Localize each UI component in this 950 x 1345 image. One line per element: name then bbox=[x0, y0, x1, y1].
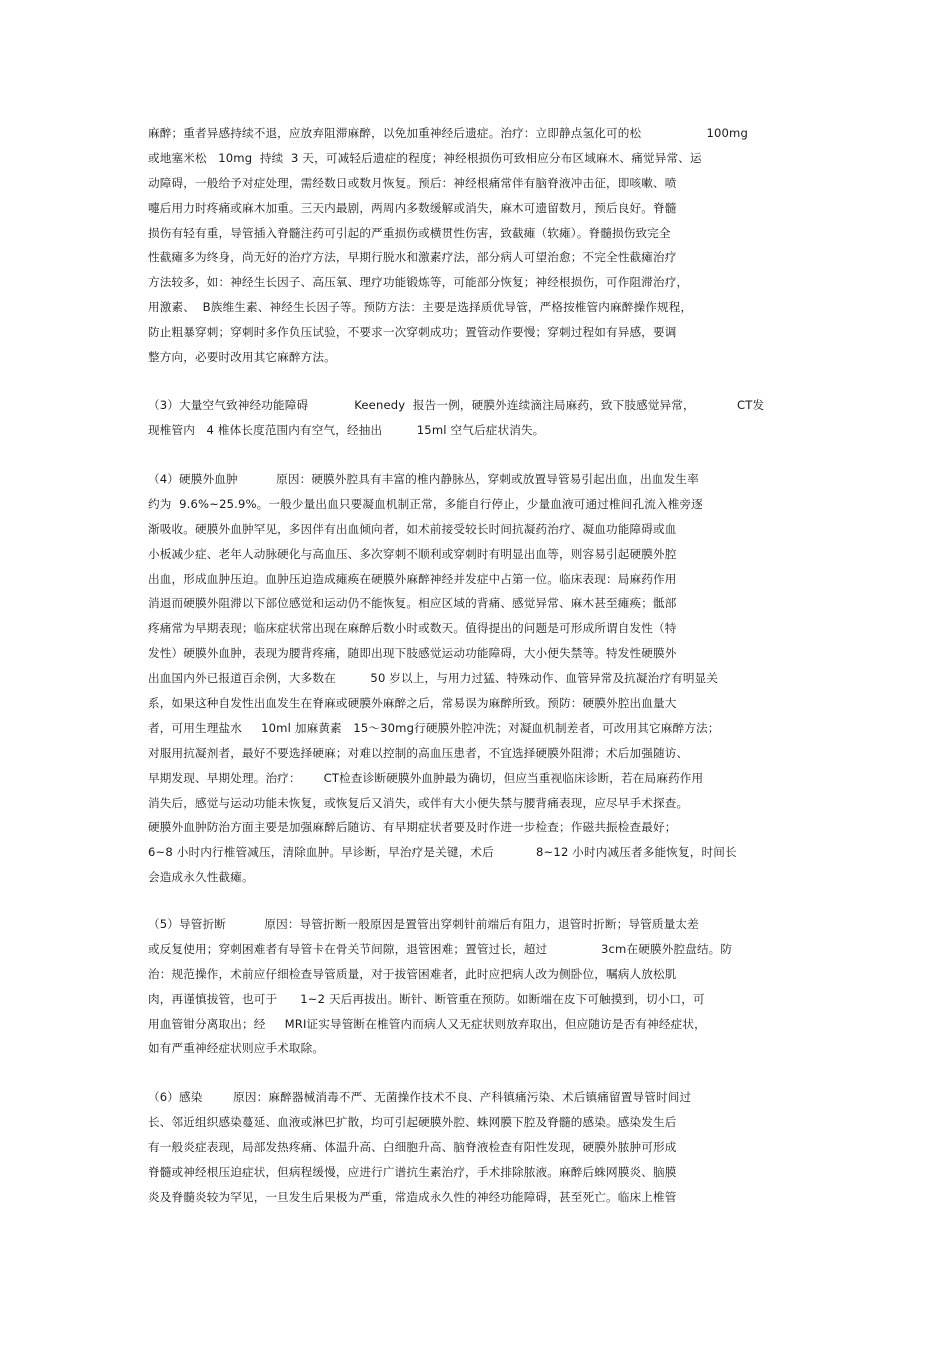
text-line: 治：规范操作，术前应仔细检查导管质量，对于拔管困难者，此时应把病人改为侧卧位，嘱病人放松肌 bbox=[148, 966, 677, 981]
text-line: 或地塞米松 10mg 持续 3 天，可减轻后遗症的程度；神经根损伤可致相应分布区域麻木、痛觉异常、运 bbox=[148, 150, 702, 165]
text-line: 有一般炎症表现，局部发热疼痛、体温升高、白细胞升高、脑脊液检查有阳性发现，硬膜外脓肿可形成 bbox=[148, 1139, 677, 1154]
text-line: 如有严重神经症状则应手术取除。 bbox=[148, 1041, 325, 1056]
text-line: 动障碍，一般给予对症处理，需经数日或数月恢复。预后：神经根痛常伴有脑脊液冲击征，即咳嗽、喷 bbox=[148, 175, 677, 190]
text-line: 会造成永久性截瘫。 bbox=[148, 870, 254, 885]
text-line: 肉，再谨慎拔管，也可于 1~2 天后再拔出。断针、断管重在预防。如断端在皮下可触摸到，切小口，可 bbox=[148, 991, 705, 1006]
paragraph-epidural-hematoma bbox=[148, 467, 828, 890]
paragraph-infection bbox=[148, 1085, 828, 1209]
text-line: 嚏后用力时疼痛或麻木加重。三天内最剧，两周内多数缓解或消失，麻木可遗留数月，预后良好。脊髓 bbox=[148, 200, 677, 215]
text-line: （4）硬膜外血肿 原因：硬膜外腔具有丰富的椎内静脉丛，穿刺或放置导管易引起出血，出血发生率 bbox=[148, 472, 699, 486]
text-line: 用激素、 B族维生素、神经生长因子等。预防方法：主要是选择质优导管，严格按椎管内麻醉操作规程， bbox=[148, 300, 693, 315]
text-line: 对服用抗凝剂者，最好不要选择硬麻；对难以控制的高血压患者，不宜选择硬膜外阻滞；术后加强随访、 bbox=[148, 745, 689, 760]
text-line: 硬膜外血肿防治方面主要是加强麻醉后随访、有早期症状者要及时作进一步检查；作磁共振检查最好； bbox=[148, 820, 677, 835]
text-line: 麻醉；重者异感持续不退，应放弃阻滞麻醉，以免加重神经后遗症。治疗：立即静点氢化可的松 100mg bbox=[148, 126, 748, 140]
text-line: 现椎管内 4 椎体长度范围内有空气，经抽出 15ml 空气后症状消失。 bbox=[148, 422, 545, 437]
text-line: 发性）硬膜外血肿，表现为腰背疼痛，随即出现下肢感觉运动功能障碍，大小便失禁等。特发性硬膜外 bbox=[148, 646, 677, 661]
text-line: 早期发现、早期处理。治疗： CT检查诊断硬膜外血肿最为确切，但应当重视临床诊断，若在局麻药作用 bbox=[148, 770, 704, 785]
text-line: 系，如果这种自发性出血发生在脊麻或硬膜外麻醉之后，常易误为麻醉所致。预防：硬膜外腔出血量大 bbox=[148, 696, 677, 711]
text-line: 脊髓或神经根压迫症状，但病程缓慢，应进行广谱抗生素治疗，手术排除脓液。麻醉后蛛网膜炎、脑膜 bbox=[148, 1164, 677, 1179]
text-line: 渐吸收。硬膜外血肿罕见，多因伴有出血倾向者，如术前接受较长时间抗凝药治疗、凝血功能障碍或血 bbox=[148, 521, 677, 536]
text-line: 性截瘫多为终身，尚无好的治疗方法，早期行脱水和激素疗法，部分病人可望治愈；不完全性截瘫治疗 bbox=[148, 250, 677, 265]
text-line: 损伤有轻有重，导管插入脊髓注药可引起的严重损伤或横贯性伤害，致截瘫（软瘫）。脊髓损伤致完全 bbox=[148, 225, 671, 240]
text-line: 或反复使用；穿刺困难者有导管卡在骨关节间隙，退管困难；置管过长，超过 3cm在硬膜外腔盘结。防 bbox=[148, 941, 733, 956]
text-line: （5）导管折断 原因：导管折断一般原因是置管出穿刺针前端后有阻力，退管时折断；导管质量太差 bbox=[148, 917, 699, 931]
text-line: 用血管钳分离取出；经 MRI证实导管断在椎管内而病人又无症状则放弃取出，但应随访是否有神经症状， bbox=[148, 1016, 706, 1031]
paragraph-catheter-breakage bbox=[148, 912, 828, 1061]
text-line: 者，可用生理盐水 10ml 加麻黄素 15～30mg行硬膜外腔冲洗；对凝血机制差者，可改用其它麻醉方法； bbox=[148, 720, 720, 735]
paragraph-nerve-injury bbox=[148, 121, 828, 370]
paragraph-air-embolism bbox=[148, 393, 828, 443]
text-line: 长、邻近组织感染蔓延、血液或淋巴扩散，均可引起硬膜外腔、蛛网膜下腔及脊髓的感染。感染发生后 bbox=[148, 1114, 677, 1129]
text-line: 消退而硬膜外阻滞以下部位感觉和运动仍不能恢复。相应区域的背痛、感觉异常、麻木甚至瘫痪；骶部 bbox=[148, 596, 677, 611]
text-line: 出血国内外已报道百余例，大多数在 50 岁以上，与用力过猛、特殊动作、血管异常及抗凝治疗有明显关 bbox=[148, 671, 719, 686]
text-line: 6~8 小时内行椎管减压，清除血肿。早诊断，早治疗是关键，术后 8~12 小时内减压者多能恢复，时间长 bbox=[148, 845, 737, 860]
text-line: 约为 9.6%~25.9%。一般少量出血只要凝血机制正常，多能自行停止，少量血液可通过椎间孔流入椎旁逐 bbox=[148, 496, 703, 511]
text-line: 方法较多，如：神经生长因子、高压氧、理疗功能锻炼等，可能部分恢复；神经根损伤，可作阻滞治疗， bbox=[148, 275, 689, 290]
text-line: 整方向，必要时改用其它麻醉方法。 bbox=[148, 350, 336, 365]
text-line: 小板减少症、老年人动脉硬化与高血压、多次穿刺不顺利或穿刺时有明显出血等，则容易引起硬膜外腔 bbox=[148, 546, 677, 561]
text-line: 炎及脊髓炎较为罕见，一旦发生后果极为严重，常造成永久性的神经功能障碍，甚至死亡。临床上椎管 bbox=[148, 1189, 677, 1204]
text-line: 疼痛常为早期表现；临床症状常出现在麻醉后数小时或数天。值得提出的问题是可形成所谓自发性（特 bbox=[148, 621, 677, 636]
text-line: 防止粗暴穿刺；穿刺时多作负压试验，不要求一次穿刺成功；置管动作要慢；穿刺过程如有异感，要调 bbox=[148, 325, 677, 340]
text-line: 消失后，感觉与运动功能未恢复，或恢复后又消失，或伴有大小便失禁与腰背痛表现，应尽早手术探查。 bbox=[148, 795, 689, 810]
text-line: 出血，形成血肿压迫。血肿压迫造成瘫痪在硬膜外麻醉神经并发症中占第一位。临床表现：局麻药作用 bbox=[148, 571, 677, 586]
text-line: （6）感染 原因：麻醉器械消毒不严、无菌操作技术不良、产科镇痛污染、术后镇痛留置导管时间过 bbox=[148, 1090, 692, 1104]
text-line: （3）大量空气致神经功能障碍 Keenedy 报告一例，硬膜外连续滴注局麻药，致下肢感觉异常， CT发 bbox=[148, 398, 765, 412]
